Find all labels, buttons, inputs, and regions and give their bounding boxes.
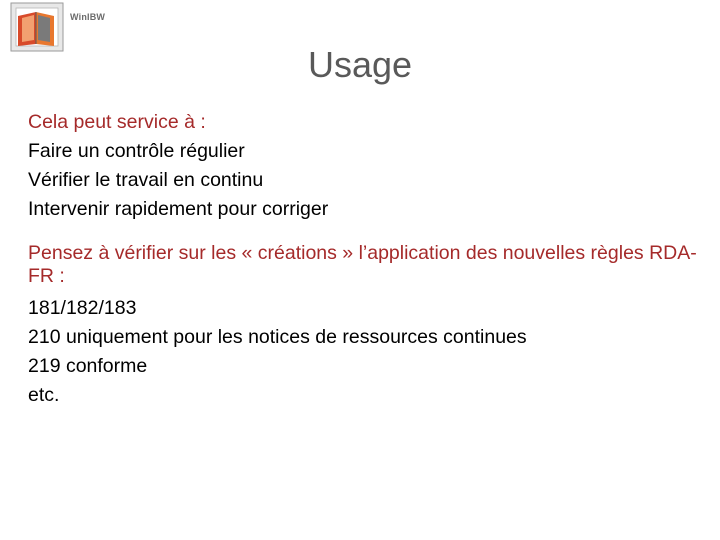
section1-item: Vérifier le travail en continu xyxy=(28,169,264,191)
slide-body xyxy=(28,108,698,410)
section1-intro: Cela peut service à : xyxy=(28,111,206,133)
logo-text: WinIBW xyxy=(70,12,106,22)
section2-item: etc. xyxy=(28,384,60,406)
section2-intro: Pensez à vérifier sur les « créations » l’application des nouvelles règles RDA-FR : xyxy=(28,242,697,287)
section2-item: 210 uniquement pour les notices de ressources continues xyxy=(28,326,527,348)
section-spacer xyxy=(28,224,698,242)
section1-item: Intervenir rapidement pour corriger xyxy=(28,198,329,220)
slide-title-text: Usage xyxy=(307,44,413,85)
section2-item: 219 conforme xyxy=(28,355,148,377)
section1-item: Faire un contrôle régulier xyxy=(28,140,245,162)
slide-title xyxy=(0,44,720,86)
section2-item: 181/182/183 xyxy=(28,297,137,319)
